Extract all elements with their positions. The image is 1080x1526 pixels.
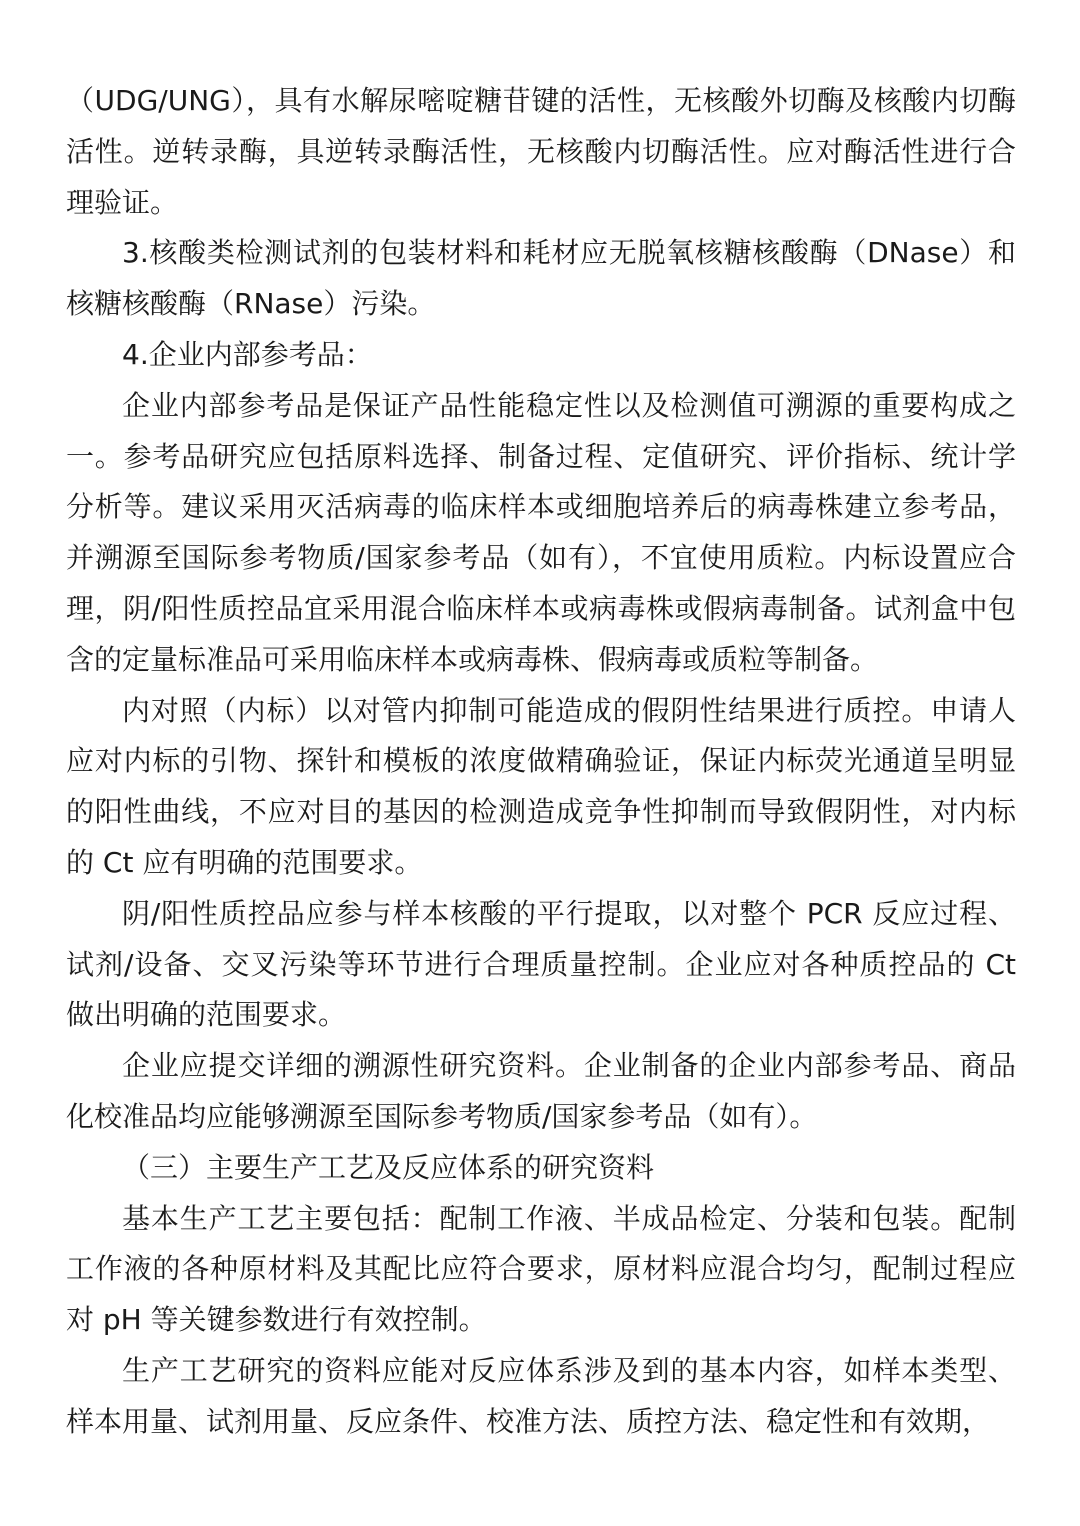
- section-heading-production-process: （三）主要生产工艺及反应体系的研究资料: [122, 1150, 655, 1184]
- document-page: [66, 76, 1016, 1448]
- paragraph-internal-reference-heading: 4.企业内部参考品：: [122, 337, 373, 371]
- paragraph-quality-control: 阴/阳性质控品应参与样本核酸的平行提取，以对整个 PCR 反应过程、试剂/设备、交叉污染等环节进行合理质量控制。企业应对各种质控品的 Ct 做出明确的范围要求。: [66, 896, 1016, 1032]
- paragraph-internal-reference: 企业内部参考品是保证产品性能稳定性以及检测值可溯源的重要构成之一。参考品研究应包括原料选择、制备过程、定值研究、评价指标、统计学分析等。建议采用灭活病毒的临床样本或细胞培养后的病毒株建立参考品，并溯源至国际参考物质/国家参考品（如有），不宜使用质粒。内标设置应合理，阴/阳性质控品宜采用混合临床样本或病毒株或假病毒制备。试剂盒中包含的定量标准品可采用临床样本或病毒株、假病毒或质粒等制备。: [66, 388, 1016, 676]
- paragraph-traceability: 企业应提交详细的溯源性研究资料。企业制备的企业内部参考品、商品化校准品均应能够溯源至国际参考物质/国家参考品（如有）。: [66, 1049, 1016, 1133]
- paragraph-enzyme-activity: （UDG/UNG），具有水解尿嘧啶糖苷键的活性，无核酸外切酶及核酸内切酶活性。逆转录酶，具逆转录酶活性，无核酸内切酶活性。应对酶活性进行合理验证。: [66, 84, 1016, 219]
- paragraph-packaging-materials: 3.核酸类检测试剂的包装材料和耗材应无脱氧核糖核酸酶（DNase）和核糖核酸酶（RNase）污染。: [66, 236, 1016, 321]
- paragraph-basic-process: 基本生产工艺主要包括：配制工作液、半成品检定、分装和包装。配制工作液的各种原材料及其配比应符合要求，原材料应混合均匀，配制过程应对 pH 等关键参数进行有效控制。: [66, 1201, 1016, 1337]
- paragraph-internal-control: 内对照（内标）以对管内抑制可能造成的假阴性结果进行质控。申请人应对内标的引物、探针和模板的浓度做精确验证，保证内标荧光通道呈明显的阳性曲线，不应对目的基因的检测造成竞争性抑制而导致假阴性，对内标的 Ct 应有明确的范围要求。: [66, 693, 1016, 879]
- paragraph-process-research: 生产工艺研究的资料应能对反应体系涉及到的基本内容，如样本类型、样本用量、试剂用量、反应条件、校准方法、质控方法、稳定性和有效期，: [66, 1353, 1016, 1438]
